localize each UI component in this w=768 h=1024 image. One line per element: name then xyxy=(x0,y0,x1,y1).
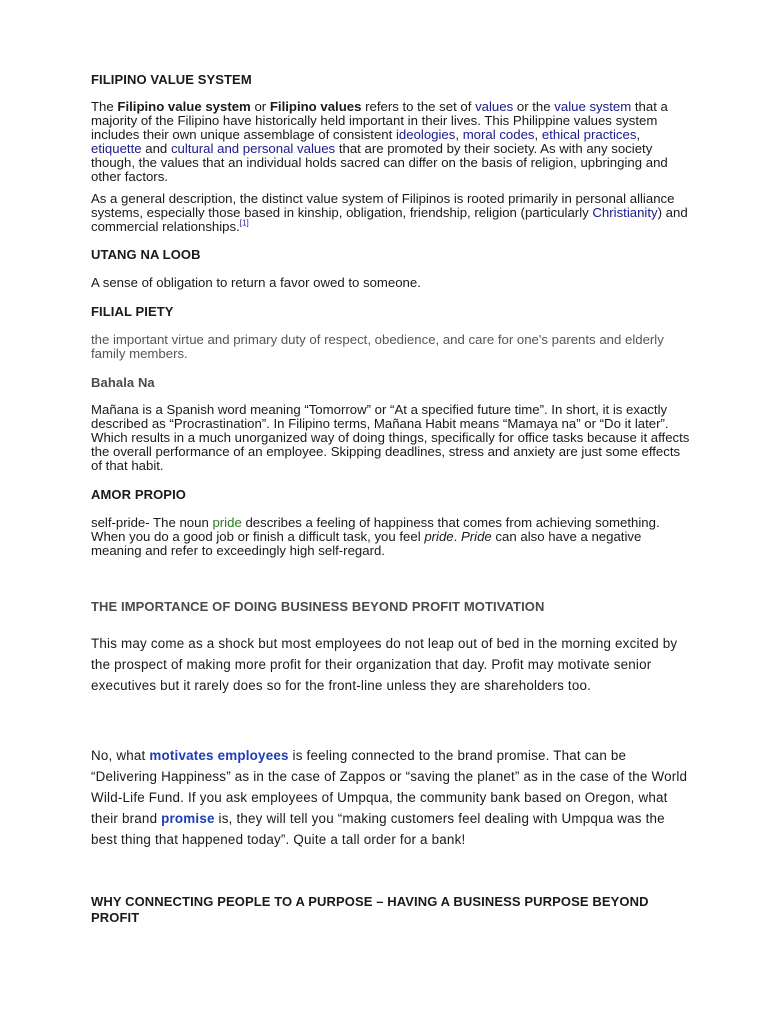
citation-link[interactable]: [1] xyxy=(239,218,249,228)
importance-heading: THE IMPORTANCE OF DOING BUSINESS BEYOND PROFIT MOTIVATION xyxy=(91,599,545,614)
text: is, they will tell you “making customers feel dealing with Umpqua was the best thing that happened today”. Quite a tall order for a bank! xyxy=(91,811,665,847)
why-heading: WHY CONNECTING PEOPLE TO A PURPOSE – HAVING A BUSINESS PURPOSE BEYOND PROFIT xyxy=(91,894,649,925)
text: and xyxy=(141,141,171,156)
filial-heading: FILIAL PIETY xyxy=(91,304,174,319)
link-value-system[interactable]: value system xyxy=(554,99,632,114)
general-description-paragraph xyxy=(91,192,691,234)
link-promise[interactable]: promise xyxy=(161,811,215,826)
page-title: FILIPINO VALUE SYSTEM xyxy=(91,72,252,87)
italic-term: pride xyxy=(424,529,454,544)
link-moral-codes[interactable]: moral codes xyxy=(462,127,535,142)
text: As a general description, the distinct value system of Filipinos is rooted primarily in personal alliance systems, especially those based in kinship, obligation, friendship, religion (particularly xyxy=(91,191,675,220)
text: can also have a negative meaning and refer to exceedingly high self-regard. xyxy=(91,529,642,558)
bold-term: Filipino value system xyxy=(117,99,251,114)
text: that are promoted by their society. As with any society though, the values that an individual holds sacred can differ on the basis of religion, upbringing and other factors. xyxy=(91,141,668,184)
link-motivates-employees[interactable]: motivates employees xyxy=(149,748,289,763)
text: , xyxy=(455,127,463,142)
link-christianity[interactable]: Christianity xyxy=(592,205,658,220)
intro-paragraph xyxy=(91,100,691,184)
link-pride[interactable]: pride xyxy=(212,515,242,530)
amor-text xyxy=(91,516,691,558)
amor-heading: AMOR PROPIO xyxy=(91,487,186,502)
text: ) and commercial relationships. xyxy=(91,205,688,234)
shock-paragraph: This may come as a shock but most employees do not leap out of bed in the morning excited by the prospect of making more profit for their organization that day. Profit may motivate senior executives but it rarely does so for the front-line unless they are shareholders too. xyxy=(91,636,678,693)
text: describes a feeling of happiness that comes from achieving something. When you do a good job or finish a difficult task, you feel xyxy=(91,515,660,544)
utang-text: A sense of obligation to return a favor owed to someone. xyxy=(91,275,421,290)
text: that a majority of the Filipino have historically held important in their lives. This Philippine values system includes their own unique assemblage of consistent xyxy=(91,99,668,142)
text: is feeling connected to the brand promise. That can be “Delivering Happiness” as in the case of Zappos or “saving the planet” as in the case of the World Wild-Life Fund. If you ask employees of Umpqua, the community bank based on Oregon, what their brand xyxy=(91,748,688,826)
text: or xyxy=(250,99,270,114)
text: No, what xyxy=(91,748,150,763)
text: . xyxy=(453,529,461,544)
link-cultural-personal-values[interactable]: cultural and personal values xyxy=(170,141,336,156)
text: refers to the set of xyxy=(361,99,476,114)
bold-term: Filipino values xyxy=(269,99,362,114)
motivates-paragraph xyxy=(91,745,691,850)
utang-heading: UTANG NA LOOB xyxy=(91,247,201,262)
text: , xyxy=(534,127,542,142)
text: , xyxy=(636,127,641,142)
filial-text: the important virtue and primary duty of respect, obedience, and care for one's parents and elderly family members. xyxy=(91,332,664,361)
text: self-pride- The noun xyxy=(91,515,213,530)
link-ethical-practices[interactable]: ethical practices xyxy=(541,127,637,142)
bahala-text: Mañana is a Spanish word meaning “Tomorrow” or “At a specified future time”. In short, it is exactly described as “Procrastination”. In Filipino terms, Mañana Habit means “Mamaya na” or “Do it later”. Which results in a much unorganized way of doing things, specifically for office tasks because it affects the overall performance of an employee. Skipping deadlines, stress and anxiety are just some effects of that habit. xyxy=(91,402,690,473)
bahala-heading: Bahala Na xyxy=(91,375,155,390)
italic-term: Pride xyxy=(460,529,492,544)
link-ideologies[interactable]: ideologies xyxy=(395,127,456,142)
link-etiquette[interactable]: etiquette xyxy=(91,141,142,156)
text: The xyxy=(91,99,118,114)
link-values[interactable]: values xyxy=(475,99,514,114)
text: or the xyxy=(513,99,555,114)
